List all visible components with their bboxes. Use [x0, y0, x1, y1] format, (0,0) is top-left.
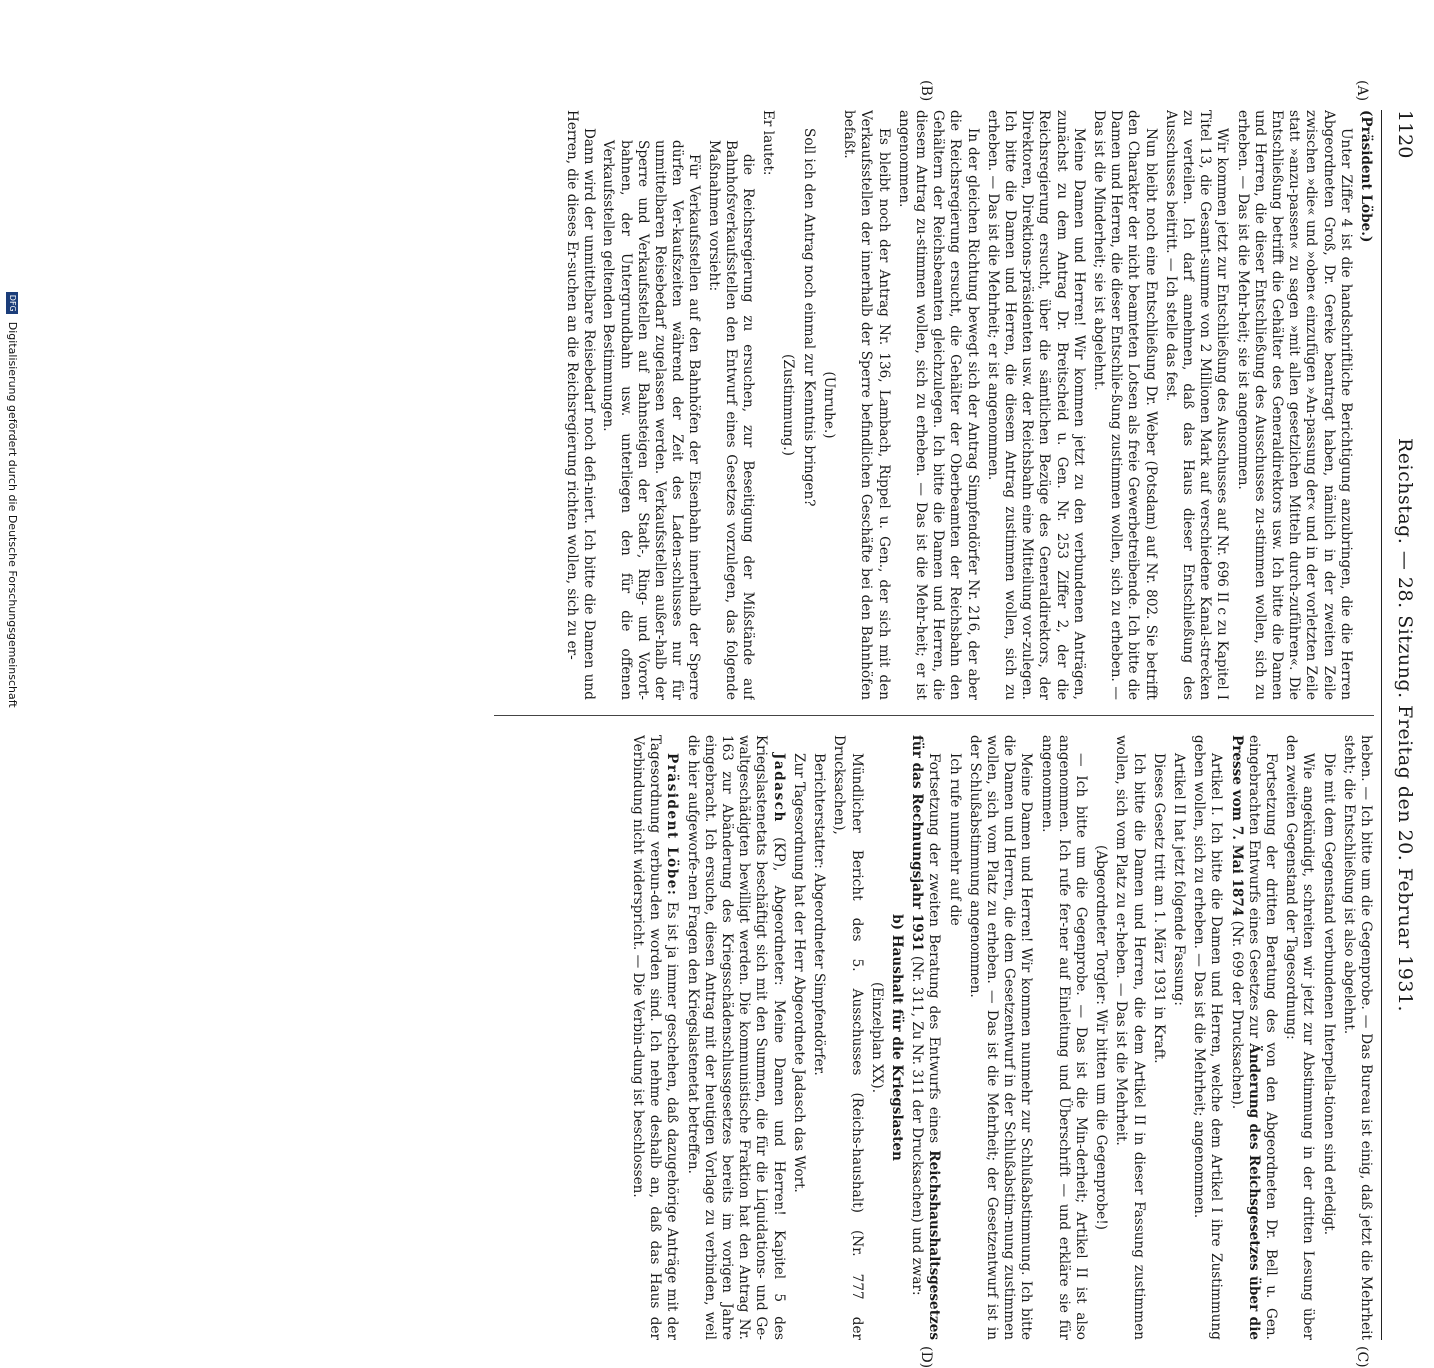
paragraph: In der gleichen Richtung bewegt sich der Antrag Simpfendörfer Nr. 216, der aber die Reichsregierung ersucht, die Gehälter der Oberbeamten der Reichsbahn den Gehältern der Reichsbeamten gleichzulegen. Ich bitte die Damen und Herren, die diesem Antrag zu-stimmen wollen, sich zu erheben. — Das ist die Mehr-heit; er ist angenommen.: [895, 110, 981, 700]
paragraph: Soll ich den Antrag noch einmal zur Kenntnis bringen?: [800, 128, 817, 507]
paragraph: Artikel II hat jetzt folgende Fassung:: [1170, 753, 1187, 1006]
paragraph: Es bleibt noch der Antrag Nr. 136, Lambach, Rippel u. Gen., der sich mit den Verkaufsstellen der innerhalb der Sperre befindlichen Geschäfte bei den Bahnhöfen befaßt.: [841, 110, 892, 700]
paragraph: Mündlicher Bericht des 5. Ausschusses (Reichs-haushalt) (Nr. 777 der Drucksachen),: [831, 735, 865, 1340]
digitization-credit: [6, 0, 19, 1000]
right-column: [494, 735, 1374, 1340]
speech-text: Es ist ja immer geschehen, daß dazugehörige Anträge mit der Tagesordnung verbun-den worden sind. Ich nehme deshalb an, daß das Haus der Verbindung nicht widerspricht. — Die Verbin-dung ist beschlossen.: [630, 735, 681, 1340]
paragraph: Wie angekündigt, schreiten wir jetzt zur Abstimmung in der dritten Lesung über den zweiten Gegenstand der Tagesordnung:: [1283, 735, 1317, 1340]
credit-text: Digitalisierung gefördert durch die Deutsche Forschungsgemeinschaft: [6, 321, 19, 708]
paragraph: Meine Damen und Herren! Wir kommen nunmehr zur Schlußabstimmung. Ich bitte die Damen und Herren, die dem Gesetzentwurf in der Schlußabstim-mung zustimmen wollen, sich vom Platz zu erheben. — Das ist die Mehrheit; der Gesetzentwurf ist in der Schlußabstimmung angenommen.: [966, 735, 1035, 1340]
paragraph: Meine Damen und Herren! Wir kommen jetzt zu den verbundenen Anträgen, zunächst zu dem Antrag Dr. Breitscheid u. Gen. Nr. 253 Ziffer 2, der die Reichsregierung ersucht, über die sämtlichen Bezüge des Generaldirektors, der Direktoren, Direktions-präsidenten usw. der Reichsbahn eine Mitteilung vor-zulegen. Ich bitte die Damen und Herren, die diesem Antrag zustimmen wollen, sich zu erheben. — Das ist die Mehrheit; er ist angenommen.: [984, 110, 1087, 700]
agenda-item: [908, 735, 942, 1340]
paragraph: Er lautet:: [760, 110, 777, 176]
paragraph: Die mit dem Gegenstand verbundenen Interpella-tionen sind erledigt.: [1320, 753, 1337, 1236]
speaker-name: Präsident Löbe:: [664, 753, 681, 897]
section-heading: b) Haushalt für die Kriegslasten: [888, 914, 905, 1161]
paragraph: Berichterstatter: Abgeordneter Simpfendörfer.: [811, 753, 828, 1076]
margin-mark-c: (C): [1354, 1346, 1370, 1368]
agenda-text: Fortsetzung der dritten Beratung des von den Abgeordneten Dr. Bell u. Gen. eingebrachten Entwurfs eines Gesetzes zur: [1245, 735, 1279, 1340]
agenda-text: (Nr. 699 der Drucksachen).: [1228, 920, 1245, 1110]
column-divider: [494, 715, 1374, 716]
speech: [629, 735, 681, 1340]
paragraph: Dieses Gesetz tritt am 1. März 1931 in Kraft.: [1150, 753, 1167, 1064]
margin-mark-d: (D): [918, 1346, 934, 1368]
agenda-text: (Nr. 311, Zu Nr. 311 der Drucksachen) und zwar:: [909, 955, 926, 1296]
paragraph: — Ich bitte um die Gegenprobe. — Das ist die Min-derheit; Artikel II ist also angenommen. Ich rufe fer-ner auf Einleitung und Überschrift — und erkläre sie für angenommen.: [1038, 735, 1089, 1340]
speech: [683, 735, 786, 1340]
speech-text: (KP), Abgeordneter: Meine Damen und Herren! Kapitel 5 des Kriegslastenetats beschäftigt sich mit den Summen, die für die Liquidations- und Ge-waltgeschädigten bewilligt werden. Die kommunistische Fraktion hat den Antrag Nr. 163 zur Abänderung des Kriegsschädenschlussgesetzes bereits im vorigen Jahre eingebracht. Ich ersuche, diesen Antrag mit der heutigen Vorlage zu verbinden, weil die hier aufgeworfe-nen Fragen den Kriegslastenetat betreffen.: [684, 735, 787, 1340]
interjection: (Unruhe.): [820, 371, 837, 439]
page-header: [1386, 110, 1416, 1340]
paragraph: Nun bleibt noch eine Entschließung Dr. Weber (Potsdam) auf Nr. 802. Sie betrifft den Charakter der nicht beamteten Lotsen als freie Gewerbetreibende. Ich bitte die Damen und Herren, die dieser Entschlie-ßung zustimmen wollen, sich zu erheben. — Das ist die Minderheit; sie ist abgelehnt.: [1090, 110, 1159, 700]
paragraph: Ich bitte die Damen und Herren, die dem Artikel II in dieser Fassung zustimmen wollen, sich vom Platz zu er-heben. — Das ist die Mehrheit.: [1113, 735, 1147, 1340]
paragraph: Unter Ziffer 4 ist die handschriftliche Berichtigung anzubringen, die die Herren Abgeordneten Groß, Dr. Gereke beantragt haben, nämlich in der zweiten Zeile zwischen »die« und »oben« einzufügen »An-passung der« und in der vorletzten Zeile statt »anzu-passen« zu sagen »mit allen gesetzlichen Mitteln durch-zuführen«. Die Entschließung betrifft die Gehälter des Generaldirektors usw. Ich bitte die Damen und Herren, die dieser Entschließung des Ausschusses zu-stimmen wollen, sich zu erheben. — Das ist die Mehr-heit; sie ist angenommen.: [1234, 110, 1354, 700]
agenda-text: Fortsetzung der zweiten Beratung des Entwurfs eines: [926, 753, 943, 1144]
margin-mark-b: (B): [918, 80, 934, 102]
paragraph: Artikel I. Ich bitte die Damen und Herren, welche dem Artikel I ihre Zustimmung geben wollen, sich zu erheben. — Das ist die Mehrheit; angenommen.: [1191, 735, 1225, 1340]
page-number: 1120: [1394, 110, 1416, 159]
dfg-logo: DFG: [6, 292, 18, 314]
speaker-label: (Präsident Löbe.): [1358, 110, 1374, 243]
agenda-item: [1227, 735, 1279, 1340]
quoted-motion: die Reichsregierung zu ersuchen, zur Beseitigung der Mißstände auf Bahnhofsverkaufsstellen den Entwurf eines Gesetzes vorzulegen, das folgende Maßnahmen vorsieht:: [705, 140, 757, 700]
paragraph: Zur Tagesordnung hat der Herr Abgeordnete Jadasch das Wort.: [790, 753, 807, 1193]
quoted-motion: Für Verkaufsstellen auf den Bahnhöfen der Eisenbahn innerhalb der Sperre dürfen Ver-kaufszeiten während der Zeit des Laden-schlusses nur für unmittelbaren Reisebedarf zugelassen werden. Verkaufsstellen außer-halb der Sperre und Verkaufsstellen auf Bahnsteigen der Stadt-, Ring- und Vorort-bahnen, der Untergrundbahn usw. unterliegen den für die offenen Verkaufsstellen geltenden Bestimmungen.: [600, 140, 703, 700]
section-subheading: (Einzelplan XX).: [868, 981, 885, 1094]
agenda-bold-title: Reichshaushaltsgesetzes für das Rechnungsjahr 1931: [909, 735, 943, 1340]
speaker-name: Jadasch: [770, 753, 787, 823]
paragraph: Wir kommen jetzt zur Entschließung des Ausschusses auf Nr. 696 II c zu Kapitel I Titel 13, die Gesamt-summe von 2 Millionen Mark auf verschiedene Kanal-strecken zu verteilen. Ich darf annehmen, daß das Haus dieser Entschließung des Ausschusses beitritt. — Ich stelle das fest.: [1162, 110, 1231, 700]
paragraph: Dann wird der unmittelbare Reisebedarf noch defi-niert. Ich bitte die Damen und Herren, die dieses Er-suchen an die Reichsregierung richten wollen, sich zu er-: [564, 110, 598, 700]
interjection: (Abgeordneter Torgler: Wir bitten um die Gegenprobe!): [1093, 845, 1110, 1230]
header-rule: [1381, 110, 1382, 1340]
interjection: (Zustimmung.): [780, 354, 797, 456]
left-column: [494, 110, 1374, 700]
paragraph: Ich rufe nunmehr auf die: [946, 753, 963, 926]
margin-mark-a: (A): [1354, 80, 1370, 102]
page-title: Reichstag. — 28. Sitzung. Freitag den 20. Februar 1931.: [1394, 437, 1416, 1013]
paragraph: heben. — Ich bitte um die Gegenprobe. — Das Bureau ist einig, daß jetzt die Mehrheit steht; die Entschließung ist also abgelehnt.: [1340, 735, 1374, 1340]
agenda-bold-title: Änderung des Reichsgesetzes über die Presse vom 7. Mai 1874: [1228, 735, 1262, 1340]
